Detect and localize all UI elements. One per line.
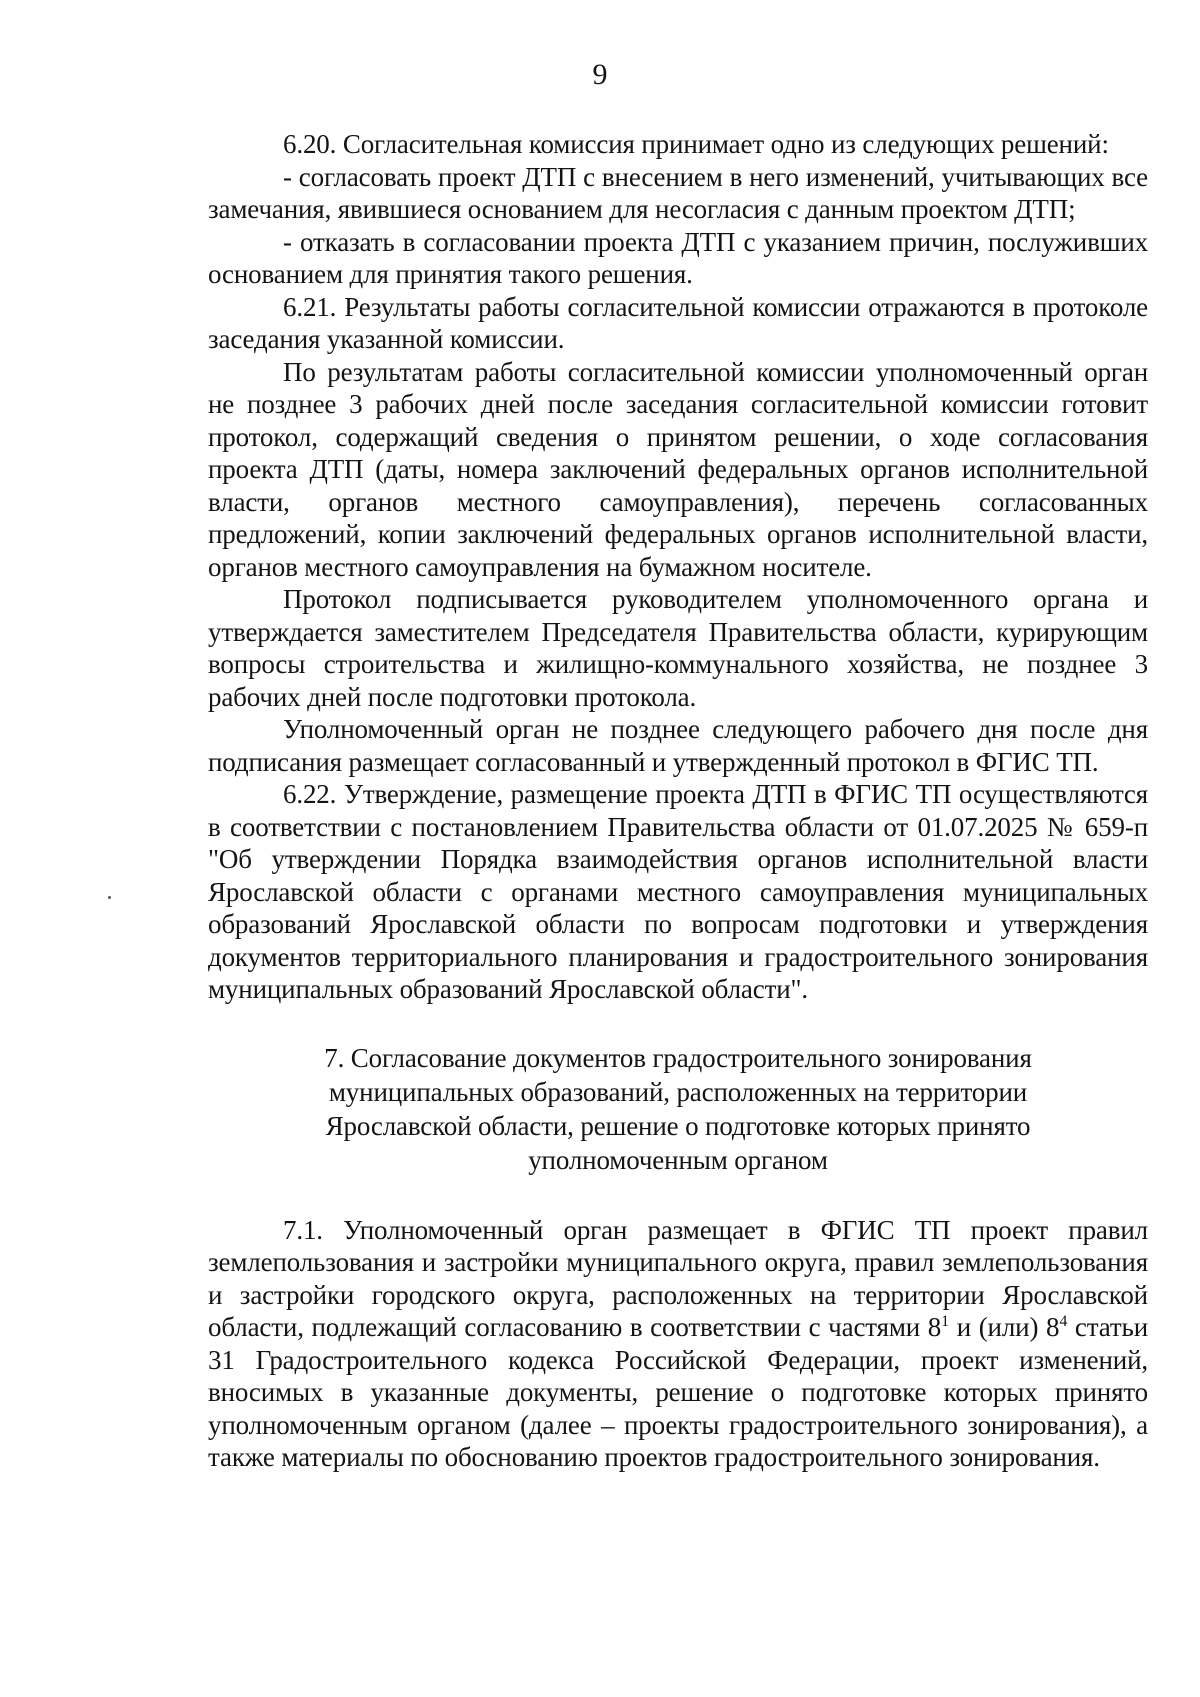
list-item-refuse: - отказать в согласовании проекта ДТП с указанием причин, послуживших основанием для принятия такого решения. [208,226,1148,289]
paragraph-7-1 [208,1214,1148,1474]
paragraph-6-20: 6.20. Согласительная комиссия принимает одно из следующих решений: [283,129,1109,159]
page-number: 9 [592,58,608,91]
paragraph-7-1-text: 7.1. Уполномоченный орган размещает в ФГИС ТП проект правил землепользования и застройки муниципального округа, правил землепользования и застройки городского округа, расположенных на территории Ярославской области, подлежащий согласованию в соответствии с частями 8 [208,1214,1148,1342]
paragraph-7-1-text: статьи 31 Градостроительного кодекса Российской Федерации, проект изменений, вносимых в указанные документы, решение о подготовке которых принято уполномоченным органом (далее – проекты градостроительного зонирования), а также материалы по обоснованию проектов градостроительного зонирования. [208,1312,1148,1472]
paragraph-protocol-publication: Уполномоченный орган не позднее следующего рабочего дня после дня подписания размещает согласованный и утвержденный протокол в ФГИС ТП. [208,714,1148,777]
spacer [208,1006,1148,1041]
list-item-agree: - согласовать проект ДТП с внесением в него изменений, учитывающих все замечания, явившиеся основанием для несогласия с данным проектом ДТП; [208,161,1148,224]
scan-speck [108,896,111,899]
paragraph-protocol-signing: Протокол подписывается руководителем уполномоченного органа и утверждается заместителем Председателя Правительства области, курирующим вопросы строительства и жилищно-коммунального хозяйства, не позднее 3 рабочих дней после подготовки протокола. [208,584,1148,712]
spacer [208,1177,1148,1214]
paragraph-7-1-text: и (или) 8 [949,1312,1060,1342]
document-body [208,128,1148,1474]
superscript: 1 [941,1313,949,1330]
paragraph-6-22: 6.22. Утверждение, размещение проекта ДТП в ФГИС ТП осуществляются в соответствии с постановлением Правительства области от 01.07.2025 № 659-п "Об утверждении Порядка взаимодействия органов исполнительной власти Ярославской области с органами местного самоуправления муниципальных образований Ярославской области по вопросам подготовки и утверждения документов территориального планирования и градостроительного зонирования муниципальных образований Ярославской области". [208,779,1148,1004]
section-7-heading: 7. Согласование документов градостроительного зонирования муниципальных образований, расположенных на территории Ярославской области, решение о подготовке которых принято уполномоченным органом [324,1042,1032,1175]
superscript: 4 [1059,1313,1068,1330]
paragraph-6-21: 6.21. Результаты работы согласительной комиссии отражаются в протоколе заседания указанной комиссии. [208,291,1148,354]
paragraph-results: По результатам работы согласительной комиссии уполномоченный орган не позднее 3 рабочих дней после заседания согласительной комиссии готовит протокол, содержащий сведения о принятом решении, о ходе согласования проекта ДТП (даты, номера заключений федеральных органов исполнительной власти, органов местного самоуправления), перечень согласованных предложений, копии заключений федеральных органов исполнительной власти, органов местного самоуправления на бумажном носителе. [208,356,1148,582]
